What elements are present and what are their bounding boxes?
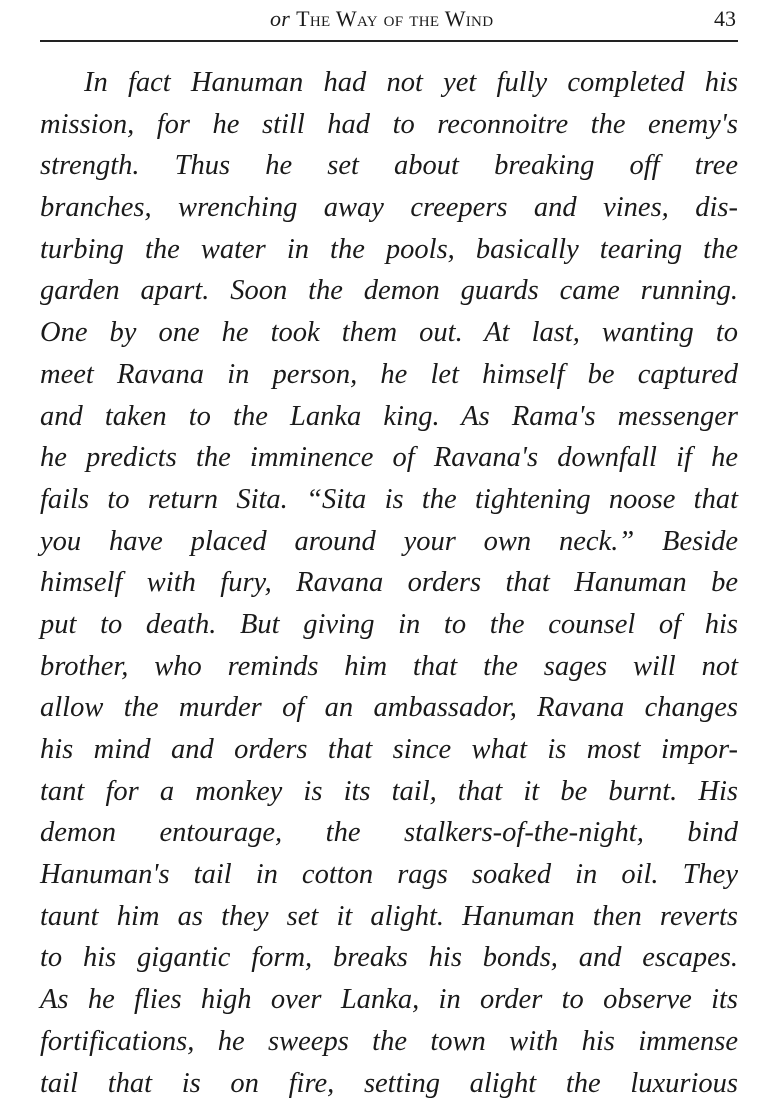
text-line: branches, wrenching away creepers and vines, dis-: [40, 192, 738, 224]
text-line: fortifications, he sweeps the town with his immense: [40, 1025, 738, 1057]
text-line: As he flies high over Lanka, in order to observe its: [40, 984, 738, 1016]
text-line: garden apart. Soon the demon guards came running.: [40, 275, 738, 307]
text-line: demon entourage, the stalkers-of-the-night, bind: [40, 817, 738, 849]
text-line: he predicts the imminence of Ravana's downfall if he: [40, 442, 738, 474]
text-line: tail that is on fire, setting alight the luxurious: [40, 1067, 738, 1099]
text-line: Hanuman's tail in cotton rags soaked in oil. They: [40, 859, 738, 891]
text-line: tant for a monkey is its tail, that it be burnt. His: [40, 775, 738, 807]
text-line: to his gigantic form, breaks his bonds, and escapes.: [40, 942, 738, 974]
text-line: taunt him as they set it alight. Hanuman then reverts: [40, 900, 738, 932]
text-line: put to death. But giving in to the counsel of his: [40, 608, 738, 640]
text-line: meet Ravana in person, he let himself be captured: [40, 358, 738, 390]
text-line: and taken to the Lanka king. As Rama's messenger: [40, 400, 738, 432]
header-rule: [40, 40, 738, 42]
text-line: strength. Thus he set about breaking off tree: [40, 150, 738, 182]
text-line: One by one he took them out. At last, wanting to: [40, 317, 738, 349]
book-title: The Way of the Wind: [296, 6, 494, 31]
page-number: 43: [714, 6, 736, 31]
text-line: allow the murder of an ambassador, Ravana changes: [40, 692, 738, 724]
text-line: himself with fury, Ravana orders that Hanuman be: [40, 567, 738, 599]
title-prefix: or: [270, 6, 291, 31]
paragraph: [40, 62, 738, 1104]
text-line: his mind and orders that since what is most impor-: [40, 734, 738, 765]
running-header: [40, 2, 738, 36]
text-line: mission, for he still had to reconnoitre the enemy's: [40, 108, 738, 140]
running-title: [270, 6, 493, 32]
text-line: brother, who reminds him that the sages will not: [40, 650, 738, 682]
text-line: turbing the water in the pools, basically tearing the: [40, 233, 738, 265]
text-line: In fact Hanuman had not yet fully completed his: [84, 67, 738, 98]
text-line: you have placed around your own neck.” Beside: [40, 525, 738, 557]
text-line: fails to return Sita. “Sita is the tightening noose that: [40, 483, 738, 515]
